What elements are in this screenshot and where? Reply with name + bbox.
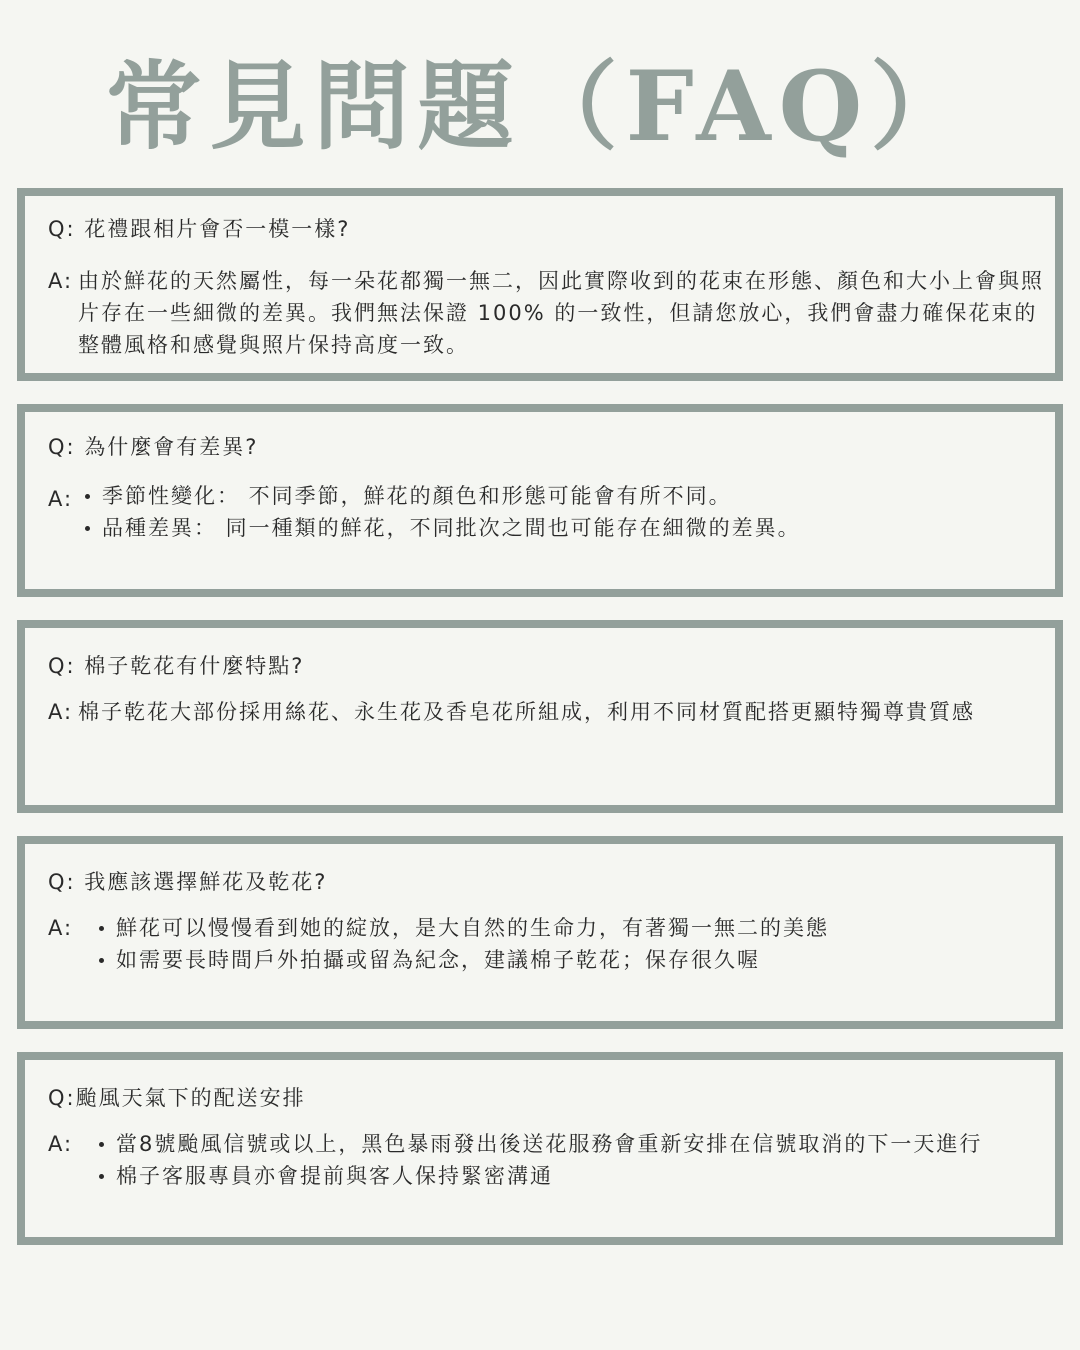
faq-card-5 [17,1052,1063,1245]
faq-answer [48,1128,1047,1192]
faq-card-4 [17,836,1063,1029]
answer-bullets [96,1128,1047,1192]
faq-answer [48,265,1047,361]
faq-card-2 [17,404,1063,597]
faq-answer [48,480,1047,544]
page-title: 常見問題（FAQ） [105,50,975,163]
faq-card-3 [17,620,1063,813]
faq-question: Q: 棉子乾花有什麼特點? [48,654,305,678]
answer-label: A: [48,916,74,940]
list-item: 當8號颱風信號或以上，黑色暴雨發出後送花服務會重新安排在信號取消的下一天進行 [96,1128,1047,1160]
faq-question: Q: 為什麼會有差異? [48,435,259,459]
answer-text: 由於鮮花的天然屬性，每一朵花都獨一無二，因此實際收到的花束在形態、顏色和大小上會與照片存在一些細微的差異。我們無法保證 100% 的一致性，但請您放心，我們會盡力確保花束的整體風格和感覺與照片保持高度一致。 [78,269,1044,357]
faq-question: Q: 我應該選擇鮮花及乾花? [48,870,328,894]
answer-text: 棉子乾花大部份採用絲花、永生花及香皂花所組成，利用不同材質配搭更顯特獨尊貴質感 [78,700,975,724]
answer-label: A: [48,269,74,293]
answer-label: A: [48,487,74,511]
list-item: 如需要長時間戶外拍攝或留為紀念，建議棉子乾花；保存很久喔 [96,944,1047,976]
list-item: 鮮花可以慢慢看到她的綻放，是大自然的生命力，有著獨一無二的美態 [96,912,1047,944]
faq-question: Q: 花禮跟相片會否一模一樣? [48,217,351,241]
list-item: 棉子客服專員亦會提前與客人保持緊密溝通 [96,1160,1047,1192]
answer-bullets [96,912,1047,976]
answer-label: A: [48,1132,74,1156]
answer-bullets [82,480,1047,544]
list-item: 品種差異： 同一種類的鮮花，不同批次之間也可能存在細微的差異。 [82,512,1047,544]
list-item: 季節性變化： 不同季節，鮮花的顏色和形態可能會有所不同。 [82,480,1047,512]
faq-answer [48,696,1047,728]
faq-question: Q:颱風天氣下的配送安排 [48,1086,306,1110]
faq-card-1 [17,188,1063,381]
faq-answer [48,912,1047,976]
answer-label: A: [48,700,74,724]
